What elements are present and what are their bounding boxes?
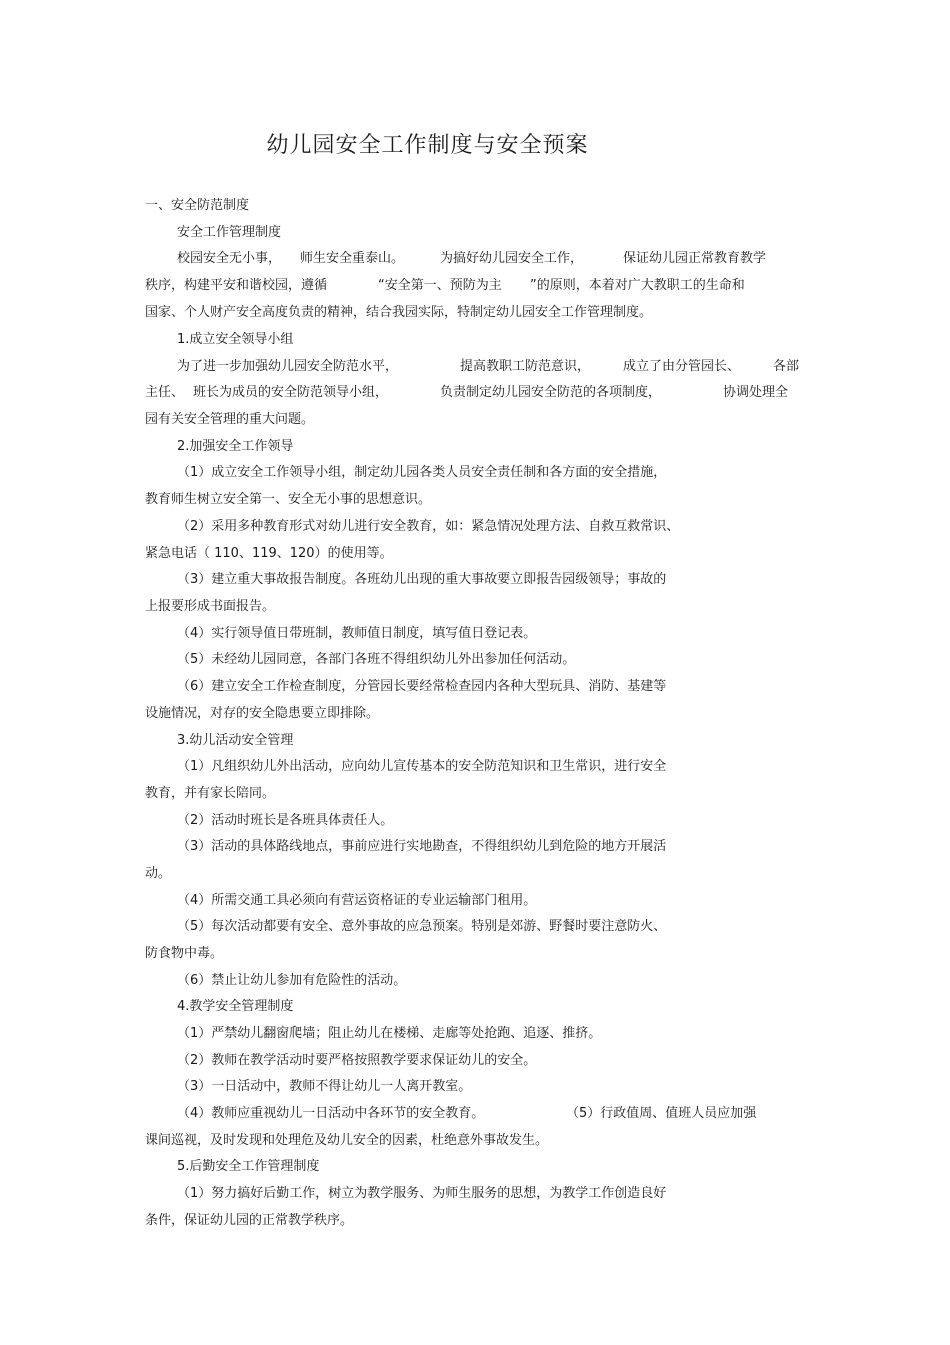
text-line: （2）活动时班长是各班具体责任人。 [177,813,394,828]
text-line: （3）建立重大事故报告制度。各班幼儿出现的重大事故要立即报告园级领导；事故的 [177,572,667,587]
text-line: 上报要形成书面报告。 [145,599,276,614]
subsection-heading: 4.教学安全管理制度 [177,999,294,1014]
text-segment: 提高教职工防范意识， [460,359,591,374]
text-line: （1）凡组织幼儿外出活动，应向幼儿宣传基本的安全防范知识和卫生常识，进行安全 [177,759,667,774]
subsection-heading: 安全工作管理制度 [177,225,282,240]
text-line: 防食物中毒。 [145,946,224,961]
text-segment: 协调处理全 [723,385,789,400]
text-line: 教育师生树立安全第一、安全无小事的思想意识。 [145,492,432,507]
text-segment: 保证幼儿园正常教育教学 [623,251,767,266]
text-line: 设施情况，对存的安全隐患要立即排除。 [145,706,380,721]
text-segment: 主任、 [145,385,185,400]
text-segment: 校园安全无小事， [177,251,282,266]
text-line: （2）教师在教学活动时要严格按照教学要求保证幼儿的安全。 [177,1053,537,1068]
text-line: 课间巡视，及时发现和处理危及幼儿安全的因素，杜绝意外事故发生。 [145,1133,549,1148]
text-line: 教育，并有家长陪同。 [145,786,276,801]
text-line: （1）努力搞好后勤工作，树立为教学服务、为师生服务的思想，为教学工作创造良好 [177,1186,667,1201]
text-segment: 各部 [773,359,800,374]
text-line: 动。 [145,866,172,881]
text-line: （2）采用多种教育形式对幼儿进行安全教育，如：紧急情况处理方法、自救互救常识、 [177,519,680,534]
text-segment: 为搞好幼儿园安全工作， [440,251,584,266]
text-segment: 秩序，构建平安和谐校园，遵循 [145,278,328,293]
subsection-heading: 3.幼儿活动安全管理 [177,733,294,748]
text-line: （1）成立安全工作领导小组，制定幼儿园各类人员安全责任制和各方面的安全措施， [177,465,667,480]
subsection-heading: 5.后勤安全工作管理制度 [177,1159,320,1174]
text-segment: 班长为成员的安全防范领导小组， [193,385,389,400]
text-line: 条件，保证幼儿园的正常教学秩序。 [145,1213,354,1228]
subsection-heading: 1.成立安全领导小组 [177,332,294,347]
text-line: （3）活动的具体路线地点，事前应进行实地勘查，不得组织幼儿到危险的地方开展活 [177,839,667,854]
text-segment: （4）教师应重视幼儿一日活动中各环节的安全教育。 [177,1106,485,1121]
text-line: （3）一日活动中，教师不得让幼儿一人离开教室。 [177,1079,472,1094]
text-line: （5）未经幼儿园同意，各部门各班不得组织幼儿外出参加任何活动。 [177,652,576,667]
text-segment: “安全第一、预防为主 [378,278,502,293]
text-line: （5）每次活动都要有安全、意外事故的应急预案。特别是郊游、野餐时要注意防火、 [177,919,667,934]
text-line: （6）建立安全工作检查制度，分管园长要经常检查园内各种大型玩具、消防、基建等 [177,679,667,694]
text-line: 国家、个人财产安全高度负责的精神，结合我园实际，特制定幼儿园安全工作管理制度。 [145,305,653,320]
text-segment: 为了进一步加强幼儿园安全防范水平， [177,359,399,374]
text-line: （4）所需交通工具必须向有营运资格证的专业运输部门租用。 [177,893,537,908]
document-title: 幼儿园安全工作制度与安全预案 [266,133,589,158]
text-line: （6）禁止让幼儿参加有危险性的活动。 [177,973,407,988]
text-segment: 成立了由分管园长、 [623,359,741,374]
subsection-heading: 2.加强安全工作领导 [177,439,294,454]
text-segment: 师生安全重泰山。 [300,251,405,266]
text-line: 紧急电话（ 110、119、120）的使用等。 [145,546,393,561]
text-segment: 负责制定幼儿园安全防范的各项制度， [440,385,662,400]
section-heading: 一、安全防范制度 [145,198,250,213]
text-segment: ”的原则，本着对广大教职工的生命和 [530,278,745,293]
text-line: （1）严禁幼儿翻窗爬墙；阻止幼儿在楼梯、走廊等处抢跑、追逐、推挤。 [177,1026,602,1041]
text-line: 园有关安全管理的重大问题。 [145,412,315,427]
text-line: （4）实行领导值日带班制，教师值日制度，填写值日登记表。 [177,626,537,641]
text-segment: （5）行政值周、值班人员应加强 [566,1106,757,1121]
